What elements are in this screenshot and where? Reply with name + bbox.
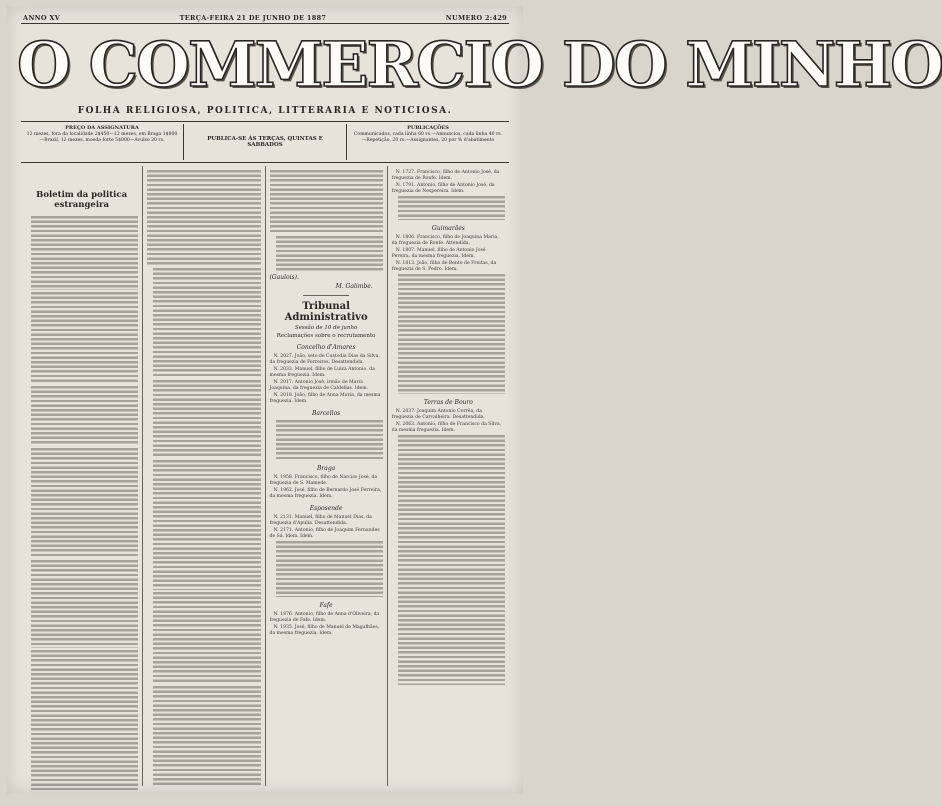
- entry: N. 2017. Antonio José, irmão de Maria Joaquina, da freguezia de Caldellas. Idem.: [269, 380, 369, 391]
- entry: N. 2018. João, filho de Anna Maria, da mesma freguezia. Idem.: [269, 393, 381, 404]
- district-heading: Esposende: [309, 505, 343, 512]
- article-columns: [21, 166, 509, 786]
- subscription-title: PREÇO DA ASSIGNATURA: [65, 125, 139, 131]
- district-heading: Fafe: [319, 602, 333, 609]
- publications-text: Communicados, cada linha 60 rs.—Annuncios, cada linha 40 rs.—Repetição, 20 rs.—Assignantes, 20 por % d'abatimento: [353, 132, 503, 143]
- text-paragraph: [153, 686, 260, 786]
- newspaper-page: [7, 6, 942, 794]
- column-4: [387, 166, 509, 786]
- text-paragraph: [147, 170, 260, 266]
- text-paragraph: [153, 460, 260, 590]
- text-paragraph: [31, 560, 138, 648]
- volume-label: ANNO XV: [23, 14, 61, 22]
- session-subtitle: Reclamações sobre o recrutamento: [276, 333, 376, 339]
- entry: N. 1813. João, filho de Bento de Freitas, da freguezia de S. Pedro. Idem.: [391, 261, 497, 272]
- issue-line: [23, 14, 507, 22]
- entry: N. 1962. José, filho de Bernardo José Ferreira, da mesma freguezia. Idem.: [269, 488, 382, 499]
- publications-title: PUBLICAÇÕES: [407, 125, 449, 131]
- text-paragraph: [276, 420, 383, 460]
- entry: N. 2131. Manuel, filho de Manuel Dias, da freguezia d'Apulia. Desattendida.: [269, 515, 372, 526]
- issue-number: NUMERO 2:429: [445, 14, 507, 22]
- text-paragraph: [31, 386, 138, 446]
- masthead-subtitle: FOLHA RELIGIOSA, POLITICA, LITTERARIA E NOTICIOSA.: [77, 106, 453, 116]
- district-heading: Guimarães: [431, 225, 465, 232]
- top-rule: [21, 23, 509, 24]
- subscription-text: 12 mezes, fora da localidade 2$450—12 mezes, em Braga 1$800—Brazil, 12 mezes, moeda forte 5$000—Avulso 20 rs.: [26, 132, 178, 143]
- text-paragraph: [276, 236, 383, 272]
- source-signoff: (Gaulois).: [269, 274, 299, 281]
- entry: N. 2037. Joaquim Antonio Corrêa, da freguezia de Carvalheira. Desattendida.: [391, 409, 485, 420]
- text-paragraph: [153, 592, 260, 684]
- entry: N. 1935. José, filho de Manuel de Magalhães, da mesma freguezia. Idem.: [269, 625, 380, 636]
- info-top-rule: [21, 121, 509, 122]
- text-paragraph: [31, 650, 138, 790]
- column-2: [142, 166, 264, 786]
- column-1: [21, 166, 142, 786]
- district-heading: Concelho d'Amares: [296, 344, 356, 351]
- text-paragraph: [153, 380, 260, 458]
- author-signoff: M. Galimbe.: [335, 283, 373, 290]
- schedule-text: PUBLICA-SE ÁS TERÇAS, QUINTAS E SABBADOS: [207, 136, 323, 148]
- entry: N. 1806. Francisco, filho de Joaquina Maria, da freguezia de Ronfe. Attendida.: [391, 235, 499, 246]
- entry: N. 1807. Manuel, filho de Antonio José Pereira, da mesma freguezia. Idem.: [391, 248, 486, 259]
- entry: N. 2171. Antonio, filho de Joaquim Fernandes de Sá. Idem. Idem.: [269, 528, 380, 539]
- district-heading: Barcellos: [311, 410, 341, 417]
- info-bar: [21, 124, 509, 160]
- masthead-title: O COMMERCIO DO MINHO: [17, 28, 942, 101]
- subscription-block: [21, 124, 183, 160]
- text-paragraph: [276, 541, 383, 597]
- article-title: Boletim da politica estrangeira: [36, 190, 128, 210]
- session-date: Sessão de 10 de junho: [294, 325, 358, 331]
- entry: N. 2063. Antonio, filho de Francisco da Silva, da mesma freguezia. Idem.: [391, 422, 502, 433]
- entry: N. 1876. Antonio, filho de Anna d'Oliveira, da freguezia de Fafe. Idem.: [269, 612, 380, 623]
- text-paragraph: [31, 292, 138, 384]
- issue-date: TERÇA-FEIRA 21 DE JUNHO DE 1887: [179, 14, 327, 22]
- district-heading: Terras de Bouro: [423, 399, 473, 406]
- schedule-block: [183, 124, 347, 160]
- section-divider: [303, 295, 348, 296]
- text-paragraph: [398, 435, 505, 685]
- district-heading: Braga: [316, 465, 336, 472]
- text-paragraph: [31, 216, 138, 290]
- column-3: [265, 166, 387, 786]
- text-paragraph: [153, 268, 260, 378]
- entry: N. 2027. João, seto de Custodia Dias da Silva, da freguezia de Ferreiros. Desattendida.: [269, 354, 380, 365]
- section-title: Tribunal Administrativo: [284, 301, 368, 323]
- text-paragraph: [270, 170, 383, 234]
- entry: N. 2033. Manuel, filho de Luiza Antonio, da mesma freguezia. Idem.: [269, 367, 375, 378]
- text-paragraph: [398, 274, 505, 394]
- text-paragraph: [31, 448, 138, 558]
- text-paragraph: [398, 196, 505, 220]
- entry: N. 1791. Antonio, filho de Antonio José, da freguezia de Nespereira. Idem.: [391, 183, 495, 194]
- info-bottom-rule: [21, 162, 509, 163]
- entry: N. 1727. Francisco, filho de Antonio José, da freguezia de Ronfe. Idem.: [391, 170, 500, 181]
- entry: N. 1958. Francisco, filho de Narciso José, da freguezia de S. Mamede.: [269, 475, 378, 486]
- publications-block: [347, 124, 509, 160]
